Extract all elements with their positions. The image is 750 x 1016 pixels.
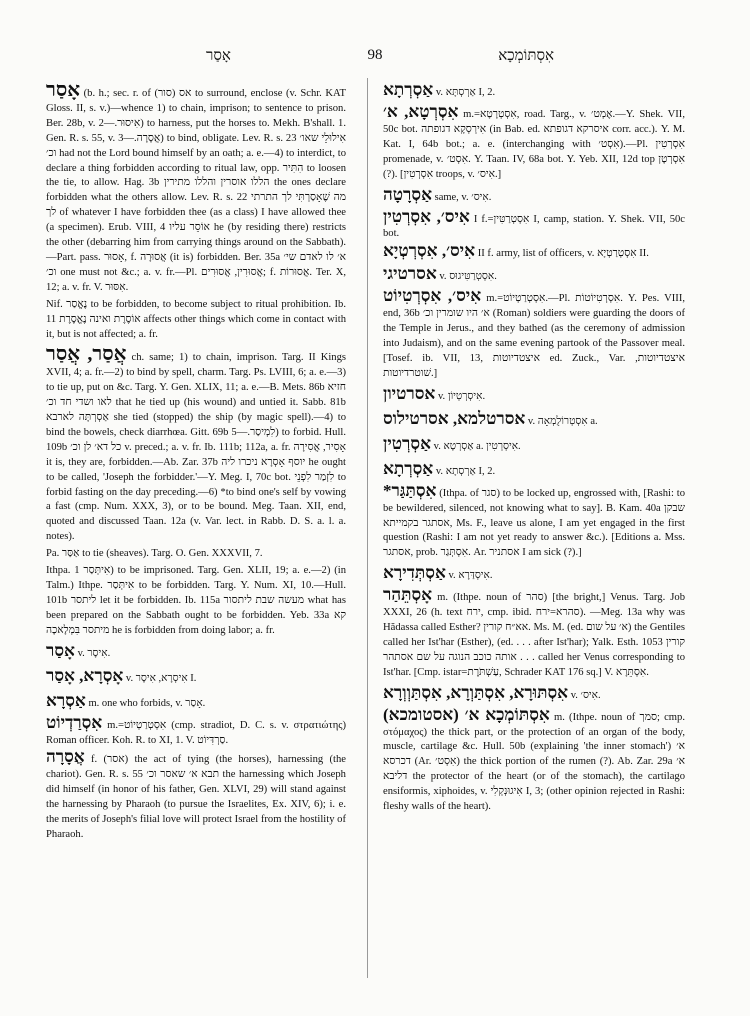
entry-r3 — [383, 185, 685, 208]
headword: אֲסָרָה — [46, 747, 85, 767]
entry-body: (Ithpa. of סגר) to be locked up, engrossed with, [Rashi: to be bewildered, silenced, not knowing what to say]. B. Kam. 40a שבקן אסתגר בקמייתא, Ms. F., leave us alone, I am yet engaged in the first question (Rashi: I am not yet ready to answer &c.). [Editions a. Mss. אסתגר, prob. אִסְתְּגַר. Ar. אסתניר I am sick (?).] — [383, 487, 686, 559]
entry-body: II f. army, list of officers, v. אִסְטְרַטְיָא II. — [477, 248, 649, 260]
entry-body: ch. same; 1) to chain, imprison. Targ. II Kings XVII, 4; a. fr.—2) to bind by spell, charm. Targ. Ps. LVIII, 6; a. e.—3) to tie up, put on &c. Targ. Y. Gen. XLIX, 11; a. e.—B. Mets. 86b חזיא לאו ושדי חד וכ׳ that he tied up (his wound) and untied it. Sabb. 81b אַסְרְתָּה לארבא she tied (stopped) the ship (by magic spell).—4) to bind the bowels, check diarrhœa. Gitt. 69b לִמְיסַר.—5) to forbid. Hull. 109b כל דא׳ לן וכ׳ v. preced.; a. v. fr. Ib. 111b; 112a, a. fr. אָסִיר, אֲסִירָה it is, they are, forbidden.—Ab. Zar. 37b יוסף אָסְרָא ניכרו ליה he ought to be called, 'Joseph the forbidder.'—Y. Meg. I, 70c bot. לִזְמַר לִפְנֵי to forbid fasting on the day preceding.—6) *to bind one's self by vowing a fast (cmp. Num. XXX, 3), or to be bound. Meg. Taan. XII, end, quoted and discussed Taan. 12a (v. Var. lect. in Rabb. D. S. a. l. a. notes). — [46, 352, 347, 543]
headword: אִיס׳, אִסְרְטְיָא — [383, 241, 476, 261]
entry-body: f. (אסר) the act of tying (the horses), harnessing (the chariot). Gen. R. s. 55 תבא א׳ שאסר וכ׳ the harnessing which Joseph did himself (in honor of his father, Gen. XLVI, 29) will stand against the harnessing by Pharaoh (to pursue the Israelites, Ex. XIV, 6); i. e. the merits of Joseph's filial love will protect Israel from the hostility of Pharaoh. — [46, 754, 346, 840]
headword: אסרטלמא, אסרטילוס — [383, 408, 526, 428]
entry-body: Ithpa. אִיתְּסַר 1) to be imprisoned. Targ. Gen. XLII, 19; a. e.—2) (in Talm.) Ithpe. אִיתְּסַר to be forbidden. Targ. Y. Num. XI, 10.—Hull. 101b ליתסר let it be forbidden. Ib. 115a מעשה שבת ליתסור what has been prepared on the Sabbath ought to be forbidden. Yeb. 33a קא מיתסר בִּמְלָאכָה he is forbidden from doing labor; a. fr. — [46, 565, 346, 636]
entry-r13 — [383, 563, 685, 586]
headword: אֲסַר, אֲסַר — [46, 343, 127, 366]
entry-r16 — [383, 704, 685, 815]
entry-body: (b. h.; sec. r. of אס (סור) to surround, enclose (v. Schr. KAT Gloss. II, s. v.)—whence 1) to chain, imprison; to sentence to prison. Ber. 28b, v. אִיסוּר.—2) to harness, put the horses to. Mekh. B'shall. 1. Gen. R. s. 55, v. אֲסָרָה.—3) to bind, obligate. Lev. R. s. 23 אִילוּלֵי שאו׳ וכ׳ had not the Lord bound himself by an oath; a. e.—4) to interdict, to declare a thing forbidden according to ritual law, opp. הִתִּיר to loosen the tie, to allow. Hag. 3b הללו אוסרין והללו מתירין the ones declare forbidden what the others allow. Lev. R. s. 22 מה שֶׁאָסַרְתִּי לך התרתי לך of whatever I have forbidden thee (as a class) I have allowed thee (a specimen). Erub. VIII, 4 אוֹסֵר עליו he (by residing there) restricts the other (debarring him from carrying things around on the Sabbath).—Part. pass. אָסוּר, f. אֲסוּרָה (it is) forbidden. Ber. 35a א׳ לו לאדם שי׳ וכ׳ one must not &c.; a. v. fr.—Pl. אֲסוּרִין, אֲסוּרִים; f. אֲסוּרוֹת. Ter. X, 12; a. v. fr. V. אִסּוּר. — [46, 88, 347, 293]
headword: אַסְרְתָא — [383, 458, 434, 478]
entry-r9 — [383, 409, 685, 432]
page-number: 98 — [367, 47, 383, 63]
entry-body: m.=אִסְטְרַטְיוֹט.—Pl. אִסְרְטִיוֹטוֹת. Y. Pes. VIII, end, 36b א׳ היו שומרין וכ׳ (Roman) soldiers were guarding the doors of the Temple in Jerus., and they bathed (as the ceremony of admission into Judaism), and on the same evening partook of the Passover meal. [Tosef. ib. VII, 13, איצטדיוטות ed. Zuck., Var. איצטדיוטות, שׁוטרדיוטות.] — [383, 293, 685, 379]
entry-r14 — [383, 585, 686, 680]
entry-asar-ch — [46, 344, 346, 545]
entry-r12 — [383, 480, 686, 562]
running-head-right: אִסְתּוֹמְכָא — [498, 48, 554, 64]
entry-body: m.=אִסְטְרָטָא, road. Targ., v. אֶמְט׳.—Y. Shek. VII, 50c bot. אִירְסְקָא דגופתה (in Bab. ed. איסרקא דגופתא corr. acc.). Y. M. Kat. I, 64b bot.; a. e. (interchanging with אִסְט׳).—Pl. אִסְרְטִין promenade, v. אִסְט׳. Y. Taan. IV, 68a bot. Y. Yeb. XII, 12d top אִסְרְטָן (?). [אִסְרְטִין troops, v. אִיס׳.] — [383, 109, 685, 180]
entry-body: m. (Ithpe. noun of סמך; cmp. στόμαχος) the thick part, or the protection of an organ of the body, muscle, cartilage &c. Hull. 50b (explaining 'the inner stomach') א׳ דכרסא (Ar. אִסְט׳) the thick portion of the rumen (?). Ab. Zar. 29a א׳ דליבא the protector of the heart (or of the stomach), the cartilago ensiformis, xiphoides, v. אִיגוּנְקְלִי I, 3; (other opinion rejected in Rashi: fleshy walls of the heart). — [383, 711, 685, 813]
entry-r10 — [383, 434, 685, 457]
entry-asar-nif — [46, 298, 346, 343]
headword: אִסְתּוּרָא, אִסְתַּוְרָא, אִסְתַּוְוְרָא — [383, 682, 569, 702]
entry-body: m. one who forbids, v. אָסַר. — [88, 697, 206, 709]
entry-r7 — [383, 286, 685, 381]
entry-r1 — [383, 80, 685, 103]
headword: אָסְתֵּהַר — [383, 585, 433, 605]
headword: אִסְרְטָא, א׳ — [383, 102, 459, 121]
entry-body: v. אִסְטְרַטִּיגוּס. — [439, 271, 497, 283]
headword: אַסְרָטָה — [383, 184, 432, 204]
entry-asara — [46, 747, 346, 842]
right-column — [383, 80, 685, 817]
entry-r2 — [383, 102, 685, 183]
headword: אִסְתּוֹמְכָא א׳ (אסטומכא) — [383, 704, 550, 724]
headword: *אִסְתַּגַּר — [383, 480, 437, 500]
entry-r6 — [383, 264, 685, 287]
entry-body: Nif. נֶאֱסַר to be forbidden, to become subject to ritual prohibition. Ib. 11 אוֹסֶרֶת ואינה נֶאֱסֶרֶת affects other things which come in contact with it, but is not affected; a. fr. — [46, 298, 347, 340]
headword: אִיס׳, אִסְרְטִיוֹט — [383, 286, 482, 306]
headword: אַסְרְתָא — [383, 80, 434, 99]
entry-asar — [46, 80, 346, 296]
running-head-left: אָסַר — [206, 48, 231, 64]
column-divider — [367, 78, 368, 978]
entry-body: v. אַרְסְתָּא I, 2. — [435, 87, 496, 98]
entry-r11 — [383, 459, 685, 482]
headword: אסרטיגי — [383, 264, 437, 284]
headword: אָסְרָא, אָסַר — [46, 665, 124, 685]
entry-r5 — [383, 241, 685, 262]
entry-body: v. אִסְטְרוֹלֻמְאָה a. — [527, 415, 598, 427]
entry-asra — [46, 691, 346, 714]
entry-asar-ithpa — [46, 564, 346, 639]
entry-body: m.=אִסְטְרַטְיוֹט (cmp. stradiot, D. C. s. v. στρατιώτης) Roman officer. Koh. R. to XI, 1. V. סַרְדִּיוֹט. — [46, 719, 346, 746]
entry-body: v. אִיסְדַּרָא. — [448, 570, 493, 582]
entry-isradyot — [46, 712, 346, 749]
entry-body: Pa. אַסַּר to tie (sheaves). Targ. O. Gen. XXXVII, 7. — [46, 548, 263, 560]
headword: אָסַר — [46, 79, 81, 101]
headword: אִסְרַדְיוֹט — [46, 712, 103, 732]
left-column — [46, 80, 346, 845]
headword: אַסְרְטִין — [383, 433, 431, 453]
headword: אִיס׳, אִסְרְטִין — [383, 206, 470, 226]
entry-r8 — [383, 384, 685, 407]
entry-asra-asar — [46, 666, 346, 689]
entry-body: same, v. אִיס׳. — [434, 191, 492, 203]
entry-body: I f.=אִסְטְרַטִּין I, camp, station. Y. Shek. VII, 50c bot. — [383, 213, 685, 240]
entry-body: v. אַסְרְטָא a. אִיסְרְטִין. — [433, 440, 521, 452]
headword: אָסַר — [46, 640, 75, 660]
entry-body: v. אִיס׳. — [570, 689, 601, 701]
entry-body: v. אִיסְרְטְיוֹן. — [437, 390, 486, 402]
entry-body: v. אִיסְרָא, אִיסָר I. — [125, 672, 197, 684]
entry-body: v. אִיסָר. — [77, 647, 111, 659]
headword: אסרטיון — [383, 383, 436, 403]
entry-asar-2 — [46, 641, 346, 664]
entry-asar-pa — [46, 547, 346, 562]
entry-r4 — [383, 206, 685, 243]
headword: אַסְרָא — [46, 690, 86, 710]
entry-body: m. (Ithpe. noun of סהר) [the bright,] Venus. Targ. Job XXXI, 26 (h. text ירח, cmp. ibid. סהרא=ירח). —Meg. 13a why was Hădassa called Esther? אא״ח קורין. Ms. M. (ed. א׳ על שום) the Gentiles called her Ist'har (Esther), (ed. . . . after Ist'har); Yalk. Esth. 1053 קורין אותה כוכב הנוגה על שם אסתהר . . . called her Venus corresponding to Ist'har. [Cmp. istar=עַשְׁתֹּרֶת, Schrader KAT 176 sq.] V. אִסְתֵּרָא. — [383, 592, 686, 678]
entry-r15 — [383, 683, 685, 706]
headword: אַסְתְּדִירָא — [383, 563, 446, 583]
entry-body: v. אַרְסְתָא I, 2. — [435, 465, 496, 477]
